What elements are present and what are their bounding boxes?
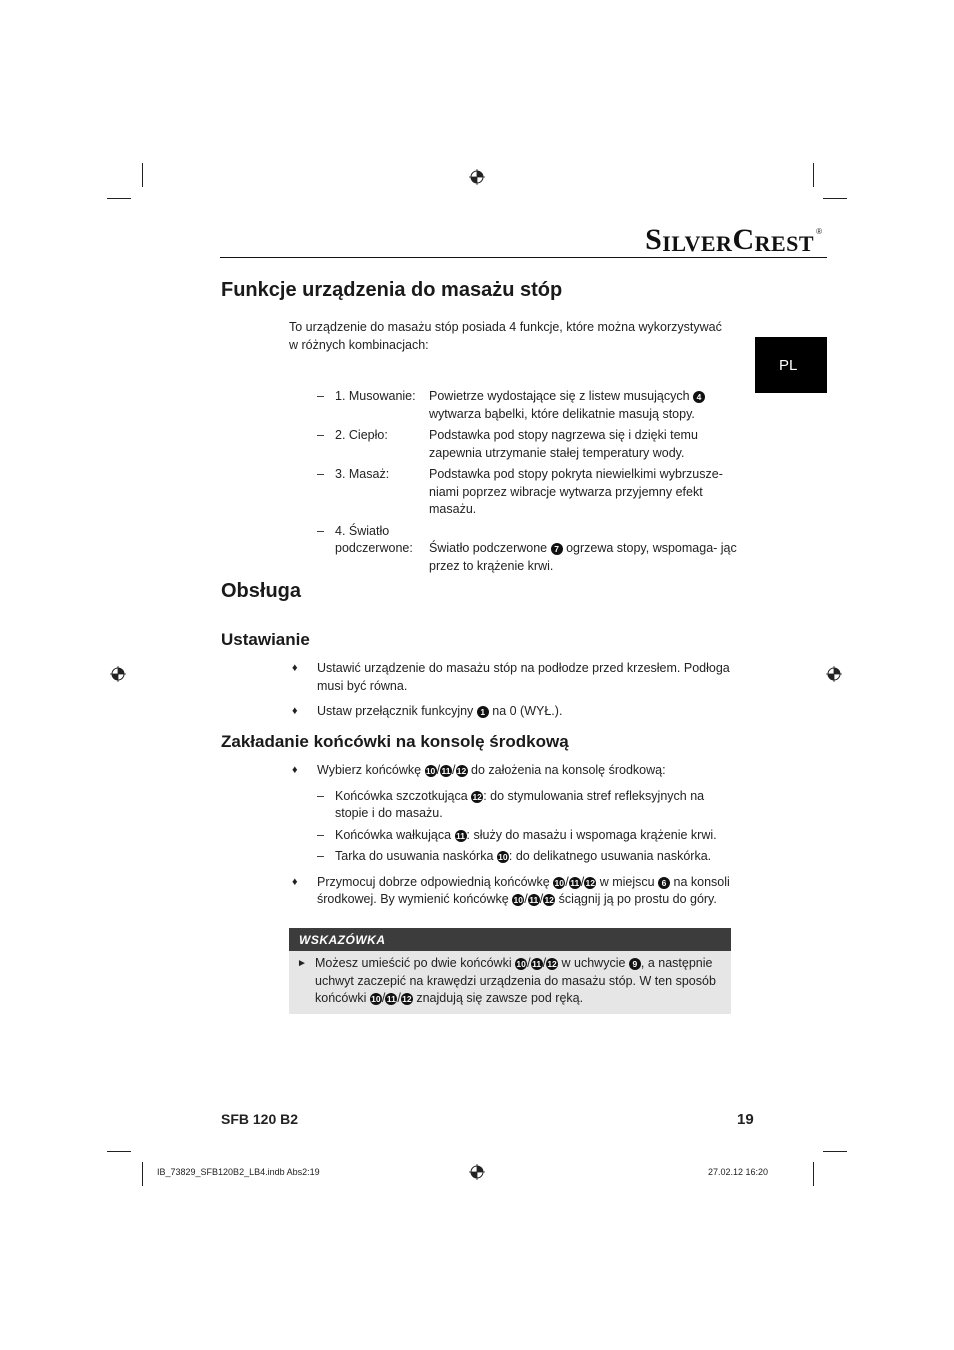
part-number-badge: 11 [532, 959, 542, 969]
crop-mark [823, 198, 847, 199]
note-body: ► Możesz umieścić po dwie końcówki 10/ 11 /12 w uchwycie 9 , a następnie uchwyt zaczepić na krawędzi urządzenia do masażu stóp. W ten sposób końcówki 10/ 11 /12 znajdują się zawsze pod ręką. [289, 951, 731, 1014]
print-slug-date: 27.02.12 16:20 [708, 1167, 769, 1177]
crop-mark [142, 163, 143, 187]
registration-mark-icon [469, 1164, 485, 1180]
part-number-badge: 7 [551, 543, 563, 555]
function-item: – 1. Musowanie: Powietrze wydostające się z listew musujących 4 wytwarza bąbelki, które delikatnie masują stopy. [317, 388, 737, 423]
part-number-badge: 12 [544, 895, 554, 905]
function-list [317, 388, 737, 579]
registration-mark-icon [469, 169, 485, 185]
crop-mark [142, 1162, 143, 1186]
note-heading: WSKAZÓWKA [289, 928, 731, 951]
crop-mark [813, 163, 814, 187]
function-item: podczerwone: Światło podczerwone 7 ogrzewa stopy, wspomaga- jąc przez to krążenie krwi. [335, 541, 737, 573]
part-number-badge: 10 [425, 766, 436, 776]
crop-mark [813, 1162, 814, 1186]
print-slug-file: IB_73829_SFB120B2_LB4.indb Abs2:19 [157, 1167, 320, 1177]
part-number-badge: 9 [629, 958, 641, 970]
diamond-bullet-icon: ♦ [292, 764, 298, 776]
subsection-title: Ustawianie [221, 630, 310, 649]
list-subitem: – Końcówka szczotkująca 12: do stymulowania stref refleksyjnych na stopie i do masażu. [317, 788, 705, 820]
diamond-bullet-icon: ♦ [292, 662, 298, 674]
part-number-badge: 12 [585, 877, 595, 888]
part-number-badge: 12 [472, 791, 482, 802]
part-number-badge: 10 [513, 895, 523, 905]
list-item: ♦ Ustawić urządzenie do masażu stóp na podłodze przed krzesłem. Podłoga musi być równa. [292, 660, 732, 695]
part-number-badge: 10 [554, 877, 564, 888]
section-title: Funkcje urządzenia do masażu stóp [221, 279, 563, 301]
part-number-badge: 12 [547, 959, 557, 969]
part-number-badge: 11 [529, 895, 539, 905]
part-number-badge: 1 [477, 706, 489, 718]
header-rule [220, 257, 827, 258]
part-number-badge: 11 [570, 877, 580, 888]
function-item: – 2. Ciepło: Podstawka pod stopy nagrzewa się i dzięki temu zapewnia utrzymanie stałej temperatury wody. [317, 428, 698, 460]
list-subitem: – Tarka do usuwania naskórka 10: do delikatnego usuwania naskórka. [317, 849, 712, 863]
function-item: – 3. Masaż: Podstawka pod stopy pokryta niewielkimi wybrzusze- niami poprzez wibracje wytwarza przyjemny efekt masażu. [317, 467, 723, 516]
part-number-badge: 10 [516, 959, 526, 969]
brand-logo: S ILVER C REST ® [645, 223, 822, 256]
part-number-badge: 11 [386, 994, 396, 1004]
registration-mark-icon [826, 666, 842, 682]
part-number-badge: 10 [371, 994, 381, 1004]
registration-mark-icon [110, 666, 126, 682]
part-number-badge: 6 [658, 877, 670, 889]
note-box [289, 928, 731, 1014]
list-item: ♦ Przymocuj dobrze odpowiednią końcówkę 10/ 11 /12 w miejscu 6 na konsoli środkowej. By wymienić końcówkę 10/ 11 /12 ściągnij ją po prostu do góry. [292, 874, 732, 909]
list-subitem: – Końcówka wałkująca 11 : służy do masażu i wspomaga krążenie krwi. [317, 827, 717, 842]
intro-paragraph: To urządzenie do masażu stóp posiada 4 funkcje, które można wykorzystywać w różnych kombinacjach: [289, 320, 722, 352]
page-number: 19 [737, 1111, 754, 1128]
arrow-right-icon: ► [297, 958, 307, 969]
language-tab: PL [755, 337, 827, 393]
part-number-badge: 11 [441, 766, 451, 776]
crop-mark [107, 198, 131, 199]
list-item: ♦ Ustaw przełącznik funkcyjny 1 na 0 (WYŁ.). [292, 703, 732, 721]
setup-steps [292, 660, 732, 729]
function-item: – 4. Światło [317, 523, 390, 538]
model-number: SFB 120 B2 [221, 1111, 299, 1127]
attachment-steps [292, 762, 732, 917]
subsection-title: Zakładanie końcówki na konsolę środkową [221, 732, 569, 751]
diamond-bullet-icon: ♦ [292, 875, 298, 888]
crop-mark [823, 1151, 847, 1152]
part-number-badge: 11 [456, 830, 466, 841]
part-number-badge: 4 [693, 391, 705, 403]
part-number-badge: 10 [498, 852, 508, 862]
crop-mark [107, 1151, 131, 1152]
diamond-bullet-icon: ♦ [292, 705, 298, 717]
part-number-badge: 12 [402, 994, 412, 1004]
list-item: ♦ Wybierz końcówkę 10/ 11 /12 do założenia na konsolę środkową: [292, 762, 732, 780]
part-number-badge: 12 [456, 766, 467, 776]
section-title: Obsługa [221, 580, 302, 602]
